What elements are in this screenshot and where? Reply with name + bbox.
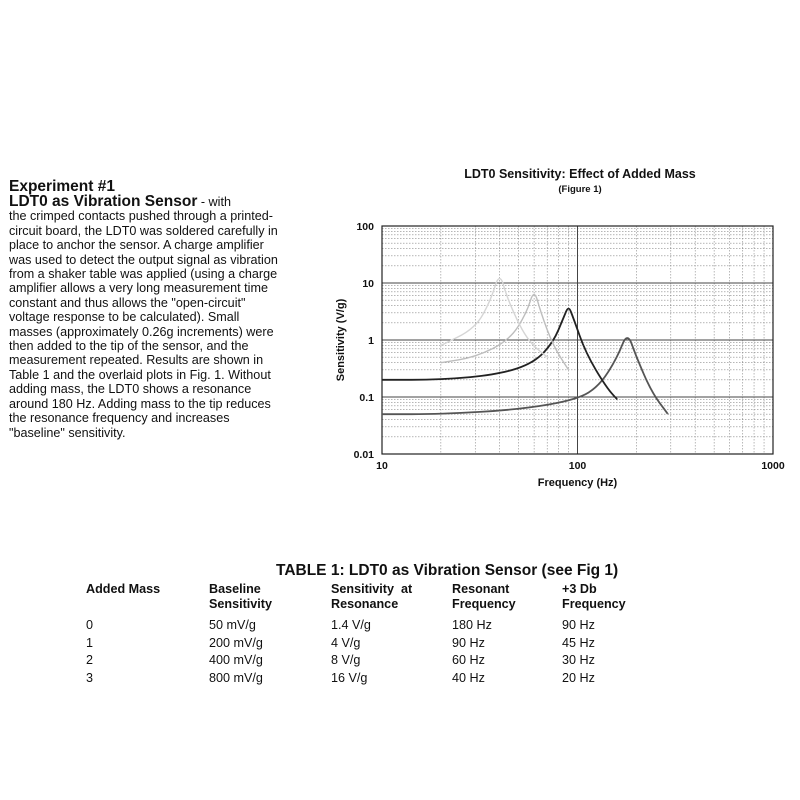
table-cell: 90 Hz xyxy=(452,635,485,650)
header-line: +3 Db xyxy=(562,582,597,596)
table-cell: 1 xyxy=(86,635,94,650)
experiment-description xyxy=(9,178,281,440)
table-header-row xyxy=(86,582,662,617)
table-cell: 2 xyxy=(86,653,94,667)
table-cell: 800 mV/g xyxy=(209,670,263,685)
table-row xyxy=(86,617,662,635)
y-tick-label: 100 xyxy=(356,221,374,233)
table-row xyxy=(86,635,662,653)
experiment-subtitle: LDT0 as Vibration Sensor xyxy=(9,193,198,210)
sensitivity-chart xyxy=(320,200,790,505)
table-cell: 0 xyxy=(86,618,94,632)
table-cell: 180 Hz xyxy=(452,618,492,632)
header-line: Added Mass xyxy=(86,582,161,596)
experiment-subtitle-note: - with xyxy=(197,195,231,209)
header-line: Resonant xyxy=(452,582,510,596)
x-axis-label: Frequency (Hz) xyxy=(537,477,618,489)
table-cell: 40 Hz xyxy=(452,670,485,685)
header-3db-frequency xyxy=(562,582,662,617)
table-row xyxy=(86,670,662,688)
x-tick-label: 1000 xyxy=(761,460,785,472)
header-line: Resonance xyxy=(331,597,399,611)
table-row xyxy=(86,652,662,670)
table-cell: 200 mV/g xyxy=(209,635,263,650)
table-cell: 20 Hz xyxy=(562,670,595,685)
header-sensitivity-at-resonance xyxy=(331,582,452,617)
table-title: TABLE 1: LDT0 as Vibration Sensor (see Fig 1) xyxy=(276,562,619,579)
table-cell: 3 xyxy=(86,670,94,685)
header-line: Frequency xyxy=(452,597,516,611)
header-line: Frequency xyxy=(562,597,626,611)
table-cell: 1.4 V/g xyxy=(331,618,371,632)
y-tick-label: 10 xyxy=(362,278,374,290)
table-cell: 400 mV/g xyxy=(209,653,263,667)
header-added-mass xyxy=(86,582,209,617)
y-tick-label: 0.1 xyxy=(359,392,374,404)
table-cell: 90 Hz xyxy=(562,618,595,632)
table-cell: 8 V/g xyxy=(331,653,361,667)
chart-subtitle: (Figure 1) xyxy=(558,184,602,195)
chart-title: LDT0 Sensitivity: Effect of Added Mass xyxy=(464,167,696,181)
table-cell: 50 mV/g xyxy=(209,618,256,632)
header-baseline-sensitivity xyxy=(209,582,331,617)
experiment-body: the crimped contacts pushed through a printed-circuit board, the LDT0 was soldered carefully in place to anchor the sensor. A charge amplifier was used to detect the output signal as vibration from a shaker table was applied (using a charge amplifier allows a very long measurement time constant and thus allows the "open-circuit" voltage response to be calculated). Small masses (approximately 0.26g increments) were then added to the tip of the sensor, and the measurement repeated. Results are shown in Table 1 and the overlaid plots in Fig. 1. Without adding mass, the LDT0 shows a resonance around 180 Hz. Adding mass to the tip reduces the resonance frequency and increases "baseline" sensitivity. xyxy=(9,209,278,440)
table-cell: 45 Hz xyxy=(562,635,595,650)
y-axis-label: Sensitivity (V/g) xyxy=(335,298,347,382)
results-table xyxy=(86,582,662,687)
header-line: Sensitivity at xyxy=(331,582,413,596)
header-line: Baseline xyxy=(209,582,261,596)
table-cell: 30 Hz xyxy=(562,653,595,667)
table-cell: 60 Hz xyxy=(452,653,485,667)
table-cell: 4 V/g xyxy=(331,635,361,650)
header-line: Sensitivity xyxy=(209,597,272,611)
table-cell: 16 V/g xyxy=(331,670,368,685)
header-resonant-frequency xyxy=(452,582,562,617)
y-tick-label: 1 xyxy=(368,335,374,347)
x-tick-label: 10 xyxy=(376,460,388,472)
y-tick-label: 0.01 xyxy=(353,449,374,461)
experiment-title: Experiment #1 xyxy=(9,178,115,195)
x-tick-label: 100 xyxy=(568,460,587,472)
